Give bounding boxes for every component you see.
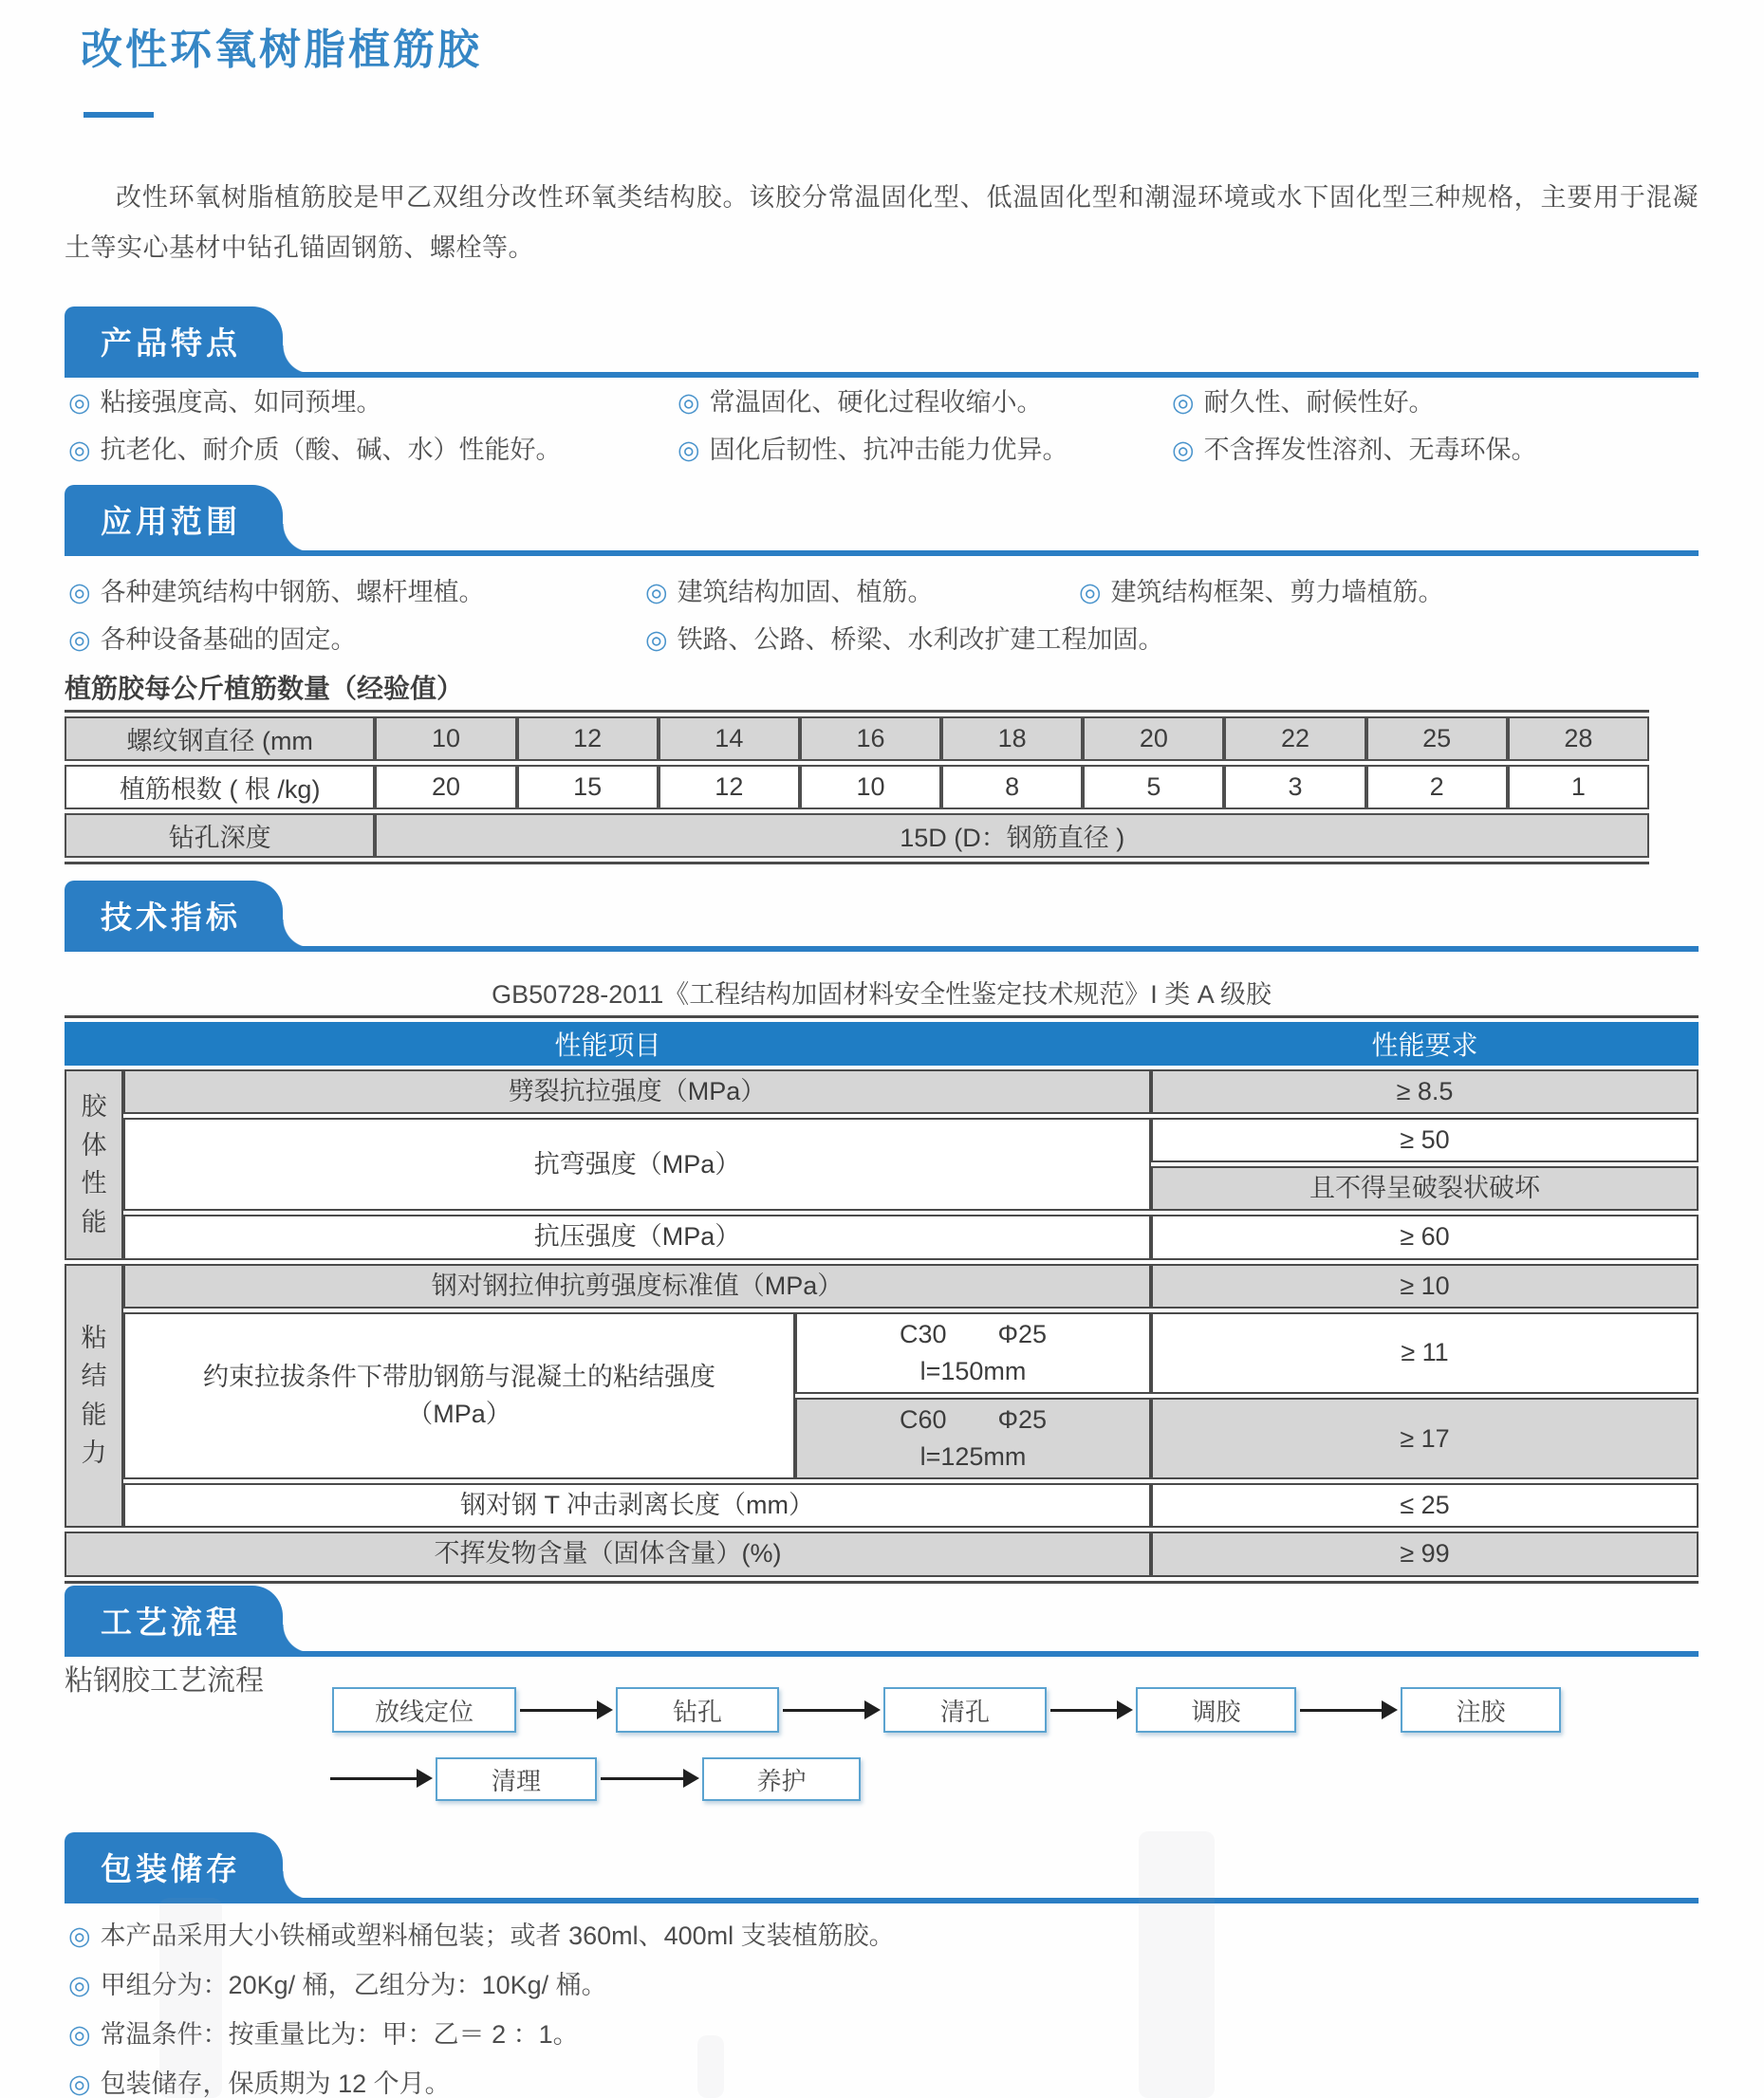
- dosage-diameter: 25: [1366, 716, 1508, 761]
- dosage-count: 20: [375, 765, 516, 809]
- tech-shear-req: ≥ 10: [1151, 1264, 1699, 1309]
- tech-bond-c60-cond: [795, 1398, 1151, 1479]
- section-tab: [65, 306, 283, 374]
- bullet-icon: ◎: [1172, 436, 1195, 464]
- flow-step-label: 清理: [491, 1766, 541, 1795]
- tech-compressive-label: 抗压强度（MPa）: [123, 1215, 1151, 1259]
- process-subtitle: 粘钢胶工艺流程: [65, 1665, 264, 1697]
- tab-fillet: [283, 1625, 311, 1653]
- packaging-item: [68, 1964, 607, 2001]
- tech-bending-req2: 且不得呈破裂状破坏: [1151, 1166, 1699, 1211]
- dosage-count: 12: [659, 765, 800, 809]
- flow-step-box: [332, 1687, 516, 1733]
- flow-step-label: 清孔: [939, 1697, 990, 1726]
- dosage-depth-value: 15D (D：钢筋直径 ): [375, 813, 1649, 858]
- feature-text: 固化后韧性、抗冲击能力优异。: [709, 436, 1068, 464]
- tech-compressive-req: ≥ 60: [1151, 1215, 1699, 1259]
- application-item: [645, 571, 934, 608]
- flow-arrow-icon: [783, 1709, 865, 1712]
- packaging-item: [68, 2063, 451, 2098]
- tech-solid-req: ≥ 99: [1151, 1532, 1699, 1576]
- bullet-icon: ◎: [1079, 578, 1102, 606]
- feature-text: 不含挥发性溶剂、无毒环保。: [1203, 436, 1537, 464]
- feature-item: [68, 429, 562, 466]
- tech-table: [65, 1015, 1699, 1584]
- flow-step-box: [616, 1687, 779, 1733]
- section-tab: [65, 485, 283, 552]
- bullet-icon: ◎: [1172, 388, 1195, 417]
- dosage-count: 15: [517, 765, 659, 809]
- feature-item: [678, 429, 1068, 466]
- table-row: [65, 716, 1649, 761]
- flow-arrow-icon: [1300, 1709, 1383, 1712]
- application-text: 各种建筑结构中钢筋、螺杆埋植。: [100, 578, 485, 606]
- dosage-diameter: 18: [941, 716, 1083, 761]
- table-row: [65, 1312, 1699, 1394]
- bullet-icon: ◎: [68, 625, 91, 654]
- section-tab: [65, 1586, 283, 1653]
- flow-step-label: 调胶: [1191, 1697, 1241, 1726]
- flow-arrow-icon: [330, 1777, 418, 1780]
- dosage-count: 5: [1083, 765, 1224, 809]
- bullet-icon: ◎: [68, 1922, 91, 1950]
- tech-shear-label: 钢对钢拉伸抗剪强度标准值（MPa）: [123, 1264, 1151, 1309]
- tech-bending-req1: ≥ 50: [1151, 1118, 1699, 1162]
- bullet-icon: ◎: [645, 625, 668, 654]
- flow-step-label: 放线定位: [374, 1697, 473, 1726]
- tech-bond-c60-req: ≥ 17: [1151, 1398, 1699, 1479]
- dosage-table-caption: 植筋胶每公斤植筋数量（经验值）: [65, 674, 464, 703]
- section-header-applications: [65, 492, 1699, 556]
- bullet-icon: ◎: [678, 388, 700, 417]
- feature-item: [678, 381, 1043, 418]
- feature-item: [1172, 381, 1435, 418]
- tab-fillet: [283, 524, 311, 552]
- table-row: [65, 1483, 1699, 1528]
- tech-bond-c30-req: ≥ 11: [1151, 1312, 1699, 1394]
- dosage-count: 8: [941, 765, 1083, 809]
- flow-arrow-icon: [1050, 1709, 1118, 1712]
- table-row: [65, 813, 1649, 858]
- section-header-features: [65, 313, 1699, 378]
- flow-step-box: [1136, 1687, 1296, 1733]
- section-tab-label: 产品特点: [101, 325, 241, 361]
- dosage-count-label: 植筋根数 ( 根 /kg): [65, 765, 375, 809]
- packaging-text: 常温条件：按重量比为：甲：乙＝ 2 ：1。: [100, 2020, 579, 2049]
- table-row: [65, 1264, 1699, 1309]
- tech-split-tensile-req: ≥ 8.5: [1151, 1069, 1699, 1114]
- dosage-diameter: 14: [659, 716, 800, 761]
- feature-text: 抗老化、耐介质（酸、碱、水）性能好。: [100, 436, 562, 464]
- bullet-icon: ◎: [68, 388, 91, 417]
- tab-fillet: [283, 919, 311, 948]
- section-tab-label: 包装储存: [101, 1851, 241, 1886]
- table-row: [65, 1215, 1699, 1259]
- dosage-count: 10: [800, 765, 941, 809]
- tech-bond-c30-line1: C30 Φ25: [899, 1319, 1048, 1348]
- dosage-count: 1: [1508, 765, 1649, 809]
- bullet-icon: ◎: [68, 578, 91, 606]
- bullet-icon: ◎: [68, 2020, 91, 2049]
- section-tab-label: 技术指标: [101, 900, 241, 935]
- dosage-count: 3: [1224, 765, 1365, 809]
- section-tab-label: 工艺流程: [101, 1605, 241, 1640]
- dosage-diameter-label: 螺纹钢直径 (mm: [65, 716, 375, 761]
- tech-col-req-header: 性能要求: [1151, 1022, 1699, 1066]
- tech-bond-label-line1: 约束拉拔条件下带肋钢筋与混凝土的粘结强度: [203, 1362, 715, 1391]
- watermark-shape: [1139, 1831, 1215, 2098]
- dosage-diameter: 16: [800, 716, 941, 761]
- tech-bond-label: [123, 1312, 795, 1480]
- feature-text: 耐久性、耐候性好。: [1203, 388, 1435, 417]
- table-row: [65, 1118, 1699, 1162]
- flow-step-box: [883, 1687, 1047, 1733]
- application-item: [68, 619, 357, 656]
- application-text: 建筑结构加固、植筋。: [677, 578, 934, 606]
- packaging-item: [68, 2014, 579, 2051]
- tech-bond-c60-line2: l=125mm: [919, 1442, 1027, 1472]
- bullet-icon: ◎: [678, 436, 700, 464]
- feature-text: 粘接强度高、如同预埋。: [100, 388, 382, 417]
- bullet-icon: ◎: [68, 1971, 91, 1999]
- intro-paragraph: 改性环氧树脂植筋胶是甲乙双组分改性环氧类结构胶。该胶分常温固化型、低温固化型和潮湿环境或水下固化型三种规格，主要用于混凝土等实心基材中钻孔锚固钢筋、螺栓等。: [65, 183, 1699, 262]
- table-row: [65, 1069, 1699, 1114]
- dosage-diameter: 28: [1508, 716, 1649, 761]
- packaging-text: 包装储存，保质期为 12 个月。: [100, 2070, 451, 2098]
- feature-item: [68, 381, 382, 418]
- dosage-diameter: 12: [517, 716, 659, 761]
- section-tab: [65, 881, 283, 948]
- tech-solid-label: 不挥发物含量（固体含量）(%): [65, 1532, 1151, 1576]
- bullet-icon: ◎: [68, 436, 91, 464]
- tech-bond-c60-line1: C60 Φ25: [899, 1404, 1048, 1434]
- tech-group-body: 胶体性能: [65, 1069, 123, 1260]
- section-tab-label: 应用范围: [101, 504, 241, 539]
- tech-bond-c30-cond: [795, 1312, 1151, 1394]
- application-item: [68, 571, 485, 608]
- watermark-shape: [159, 1898, 222, 2098]
- tech-bond-label-line2: （MPa）: [407, 1399, 511, 1428]
- application-text: 铁路、公路、桥梁、水利改扩建工程加固。: [677, 625, 1164, 654]
- application-item: [645, 619, 1164, 656]
- dosage-diameter: 10: [375, 716, 516, 761]
- flow-step-box: [436, 1757, 597, 1801]
- tech-standard-caption: GB50728-2011《工程结构加固材料安全性鉴定技术规范》I 类 A 级胶: [492, 980, 1272, 1009]
- flow-step-label: 注胶: [1456, 1697, 1506, 1726]
- dosage-diameter: 22: [1224, 716, 1365, 761]
- application-text: 各种设备基础的固定。: [100, 625, 357, 654]
- tech-col-item-header: 性能项目: [65, 1022, 1151, 1066]
- flow-step-label: 钻孔: [672, 1697, 722, 1726]
- dosage-depth-label: 钻孔深度: [65, 813, 375, 858]
- table-row: [65, 1532, 1699, 1576]
- bullet-icon: ◎: [68, 2070, 91, 2098]
- tab-fillet: [283, 1871, 311, 1900]
- tab-fillet: [283, 345, 311, 374]
- table-row: [65, 1022, 1699, 1066]
- flow-arrow-icon: [520, 1709, 598, 1712]
- watermark-shape: [697, 2035, 724, 2098]
- flow-arrow-icon: [601, 1777, 684, 1780]
- packaging-text: 本产品采用大小铁桶或塑料桶包装；或者 360ml、400ml 支装植筋胶。: [100, 1922, 895, 1950]
- application-item: [1079, 571, 1444, 608]
- section-tab: [65, 1832, 283, 1900]
- flow-step-label: 养护: [756, 1766, 807, 1795]
- section-header-tech: [65, 887, 1699, 952]
- tech-bending-label: 抗弯强度（MPa）: [123, 1118, 1151, 1211]
- tech-peel-label: 钢对钢 T 冲击剥离长度（mm）: [123, 1483, 1151, 1528]
- dosage-count: 2: [1366, 765, 1508, 809]
- title-underline-dash: [84, 112, 154, 118]
- dosage-table: [65, 710, 1649, 864]
- tech-peel-req: ≤ 25: [1151, 1483, 1699, 1528]
- tech-bond-c30-line2: l=150mm: [919, 1356, 1027, 1385]
- bullet-icon: ◎: [645, 578, 668, 606]
- dosage-diameter: 20: [1083, 716, 1224, 761]
- feature-item: [1172, 429, 1537, 466]
- page-title: 改性环氧树脂植筋胶: [81, 27, 482, 73]
- tech-split-tensile-label: 劈裂抗拉强度（MPa）: [123, 1069, 1151, 1114]
- section-header-process: [65, 1592, 1699, 1657]
- flow-step-box: [702, 1757, 861, 1801]
- tech-group-bond: 粘结能力: [65, 1264, 123, 1529]
- table-row: [65, 765, 1649, 809]
- packaging-text: 甲组分为：20Kg/ 桶，乙组分为：10Kg/ 桶。: [100, 1971, 607, 1999]
- feature-text: 常温固化、硬化过程收缩小。: [709, 388, 1043, 417]
- section-header-packaging: [65, 1839, 1699, 1903]
- flow-step-box: [1401, 1687, 1561, 1733]
- application-text: 建筑结构框架、剪力墙植筋。: [1110, 578, 1444, 606]
